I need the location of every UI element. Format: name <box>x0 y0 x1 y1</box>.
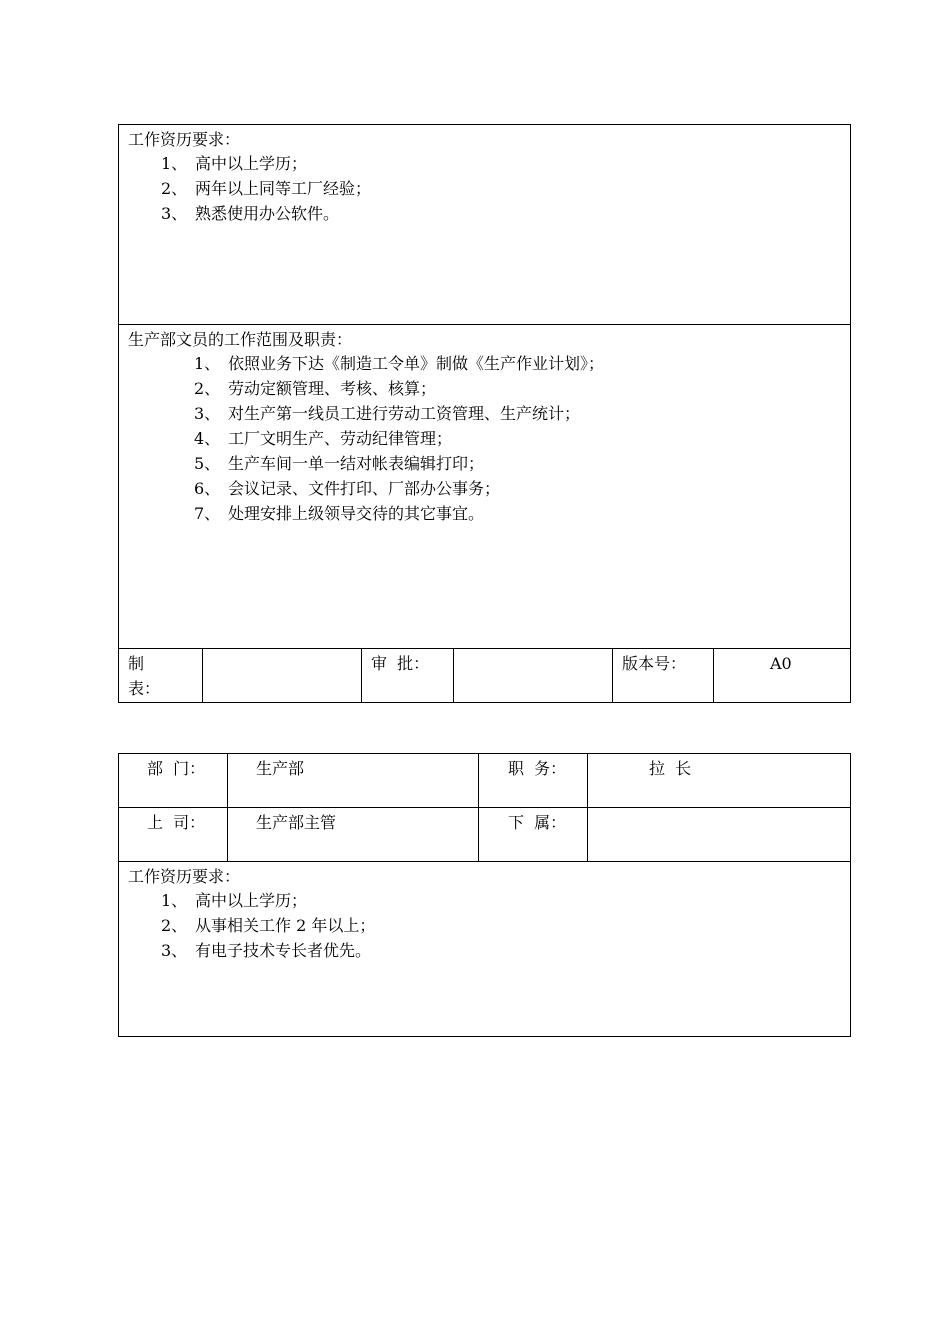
table2-col-2 <box>478 753 479 861</box>
list-item: 2、 从事相关工作 2 年以上； <box>161 916 376 935</box>
duties-list <box>194 351 604 526</box>
table1-footer-col-4 <box>612 648 613 703</box>
table2-col-1 <box>227 753 228 861</box>
list-item: 2、 劳动定额管理、考核、核算； <box>194 379 437 398</box>
table2-col-3 <box>587 753 588 861</box>
version-label: 版本号： <box>622 654 687 673</box>
table1-footer-col-2 <box>361 648 362 703</box>
list-item: 1、 依照业务下达《制造工令单》制做《生产作业计划》； <box>194 354 605 373</box>
list-item: 5、 生产车间一单一结对帐表编辑打印； <box>194 454 485 473</box>
position-label: 职 务： <box>508 759 567 778</box>
list-item: 6、 会议记录、文件打印、厂部办公事务； <box>194 479 501 498</box>
experience-heading: 工作资历要求： <box>128 130 241 149</box>
list-item: 2、 两年以上同等工厂经验； <box>161 179 372 198</box>
list-item: 7、 处理安排上级领导交待的其它事宜。 <box>194 504 485 523</box>
experience-list <box>161 151 371 226</box>
duties-heading: 生产部文员的工作范围及职责： <box>128 330 353 349</box>
table1-divider-1 <box>118 324 851 325</box>
table1-footer-col-1 <box>202 648 203 703</box>
experience-list-2 <box>161 888 375 963</box>
table2-divider-2 <box>118 861 851 862</box>
list-item: 3、 熟悉使用办公软件。 <box>161 204 340 223</box>
dept-value: 生产部 <box>256 759 305 778</box>
superior-value: 生产部主管 <box>256 813 337 832</box>
list-item: 4、 工厂文明生产、劳动纪律管理； <box>194 429 453 448</box>
experience-heading-2: 工作资历要求： <box>128 867 241 886</box>
approve-label: 审 批： <box>371 654 430 673</box>
list-item: 1、 高中以上学历； <box>161 891 308 910</box>
version-value: A0 <box>770 654 792 673</box>
position-value: 拉 长 <box>649 759 692 778</box>
maker-label: 制 <box>128 654 145 673</box>
list-item: 3、 对生产第一线员工进行劳动工资管理、生产统计； <box>194 404 581 423</box>
table1-divider-2 <box>118 648 851 649</box>
table1-footer-col-3 <box>453 648 454 703</box>
list-item: 1、 高中以上学历； <box>161 154 308 173</box>
list-item: 3、 有电子技术专长者优先。 <box>161 941 372 960</box>
superior-label: 上 司： <box>147 813 206 832</box>
dept-label: 部 门： <box>147 759 206 778</box>
subordinate-label: 下 属： <box>508 813 567 832</box>
maker-label-line2: 表： <box>128 679 161 698</box>
table1-footer-col-5 <box>713 648 714 703</box>
